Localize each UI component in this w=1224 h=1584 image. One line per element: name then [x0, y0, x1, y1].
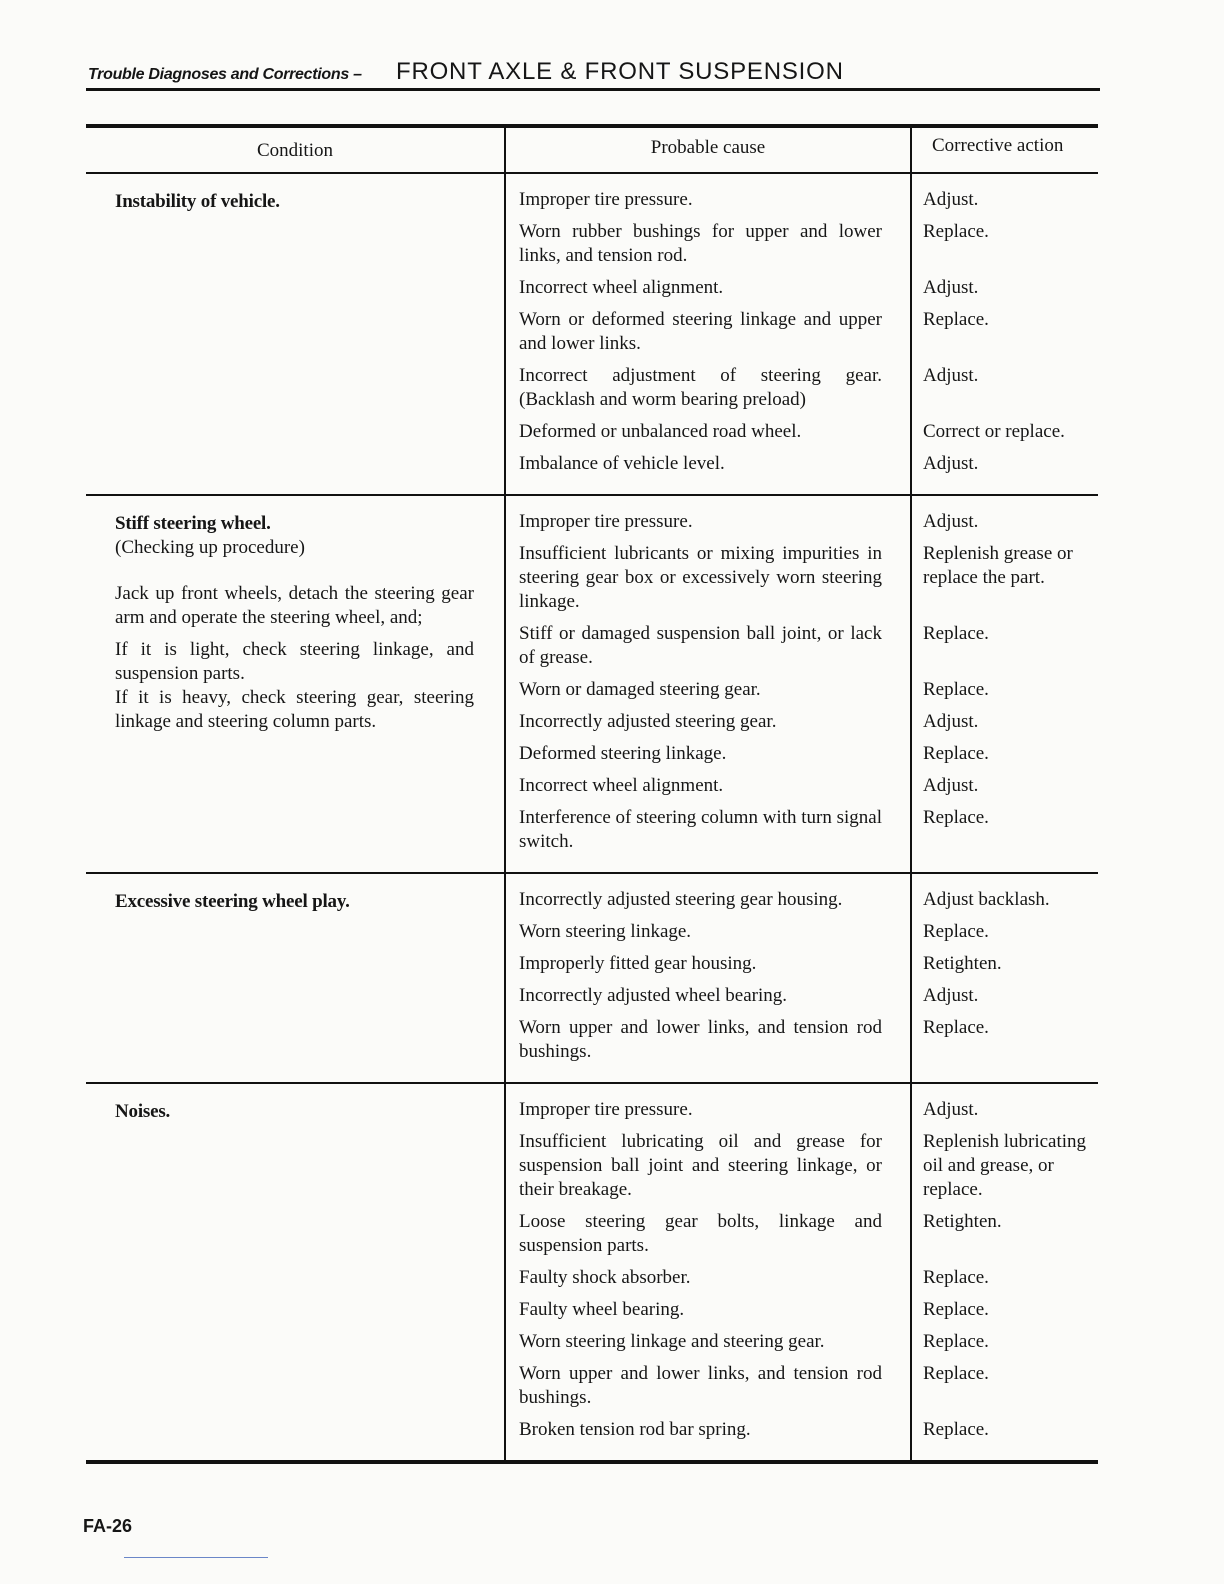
probable-cause-cell: [504, 874, 910, 1082]
column-header-probable-cause: Probable cause: [504, 128, 910, 172]
cause-item: Faulty wheel bearing.: [519, 1299, 685, 1320]
condition-title: Excessive steering wheel play.: [115, 891, 350, 912]
action-item: Adjust.: [923, 365, 979, 386]
table-row-group-noises: [86, 1084, 1098, 1464]
cause-item: Improper tire pressure.: [519, 1099, 693, 1120]
action-item: Replace.: [923, 1363, 989, 1384]
action-item: Adjust.: [923, 453, 979, 474]
action-item: Replace.: [923, 1017, 989, 1038]
action-item: Replenish lubricating oil and grease, or replace.: [923, 1131, 1087, 1200]
action-item: Replace.: [923, 807, 989, 828]
cause-item: Incorrectly adjusted steering gear.: [519, 711, 777, 732]
action-item: Replace.: [923, 623, 989, 644]
probable-cause-cell: [504, 1084, 910, 1460]
header-chapter-title: FRONT AXLE & FRONT SUSPENSION: [396, 58, 844, 85]
cause-item: Improper tire pressure.: [519, 511, 693, 532]
action-item: Adjust.: [923, 711, 979, 732]
action-item: Retighten.: [923, 1211, 1002, 1232]
corrective-action-cell: [910, 874, 1098, 1082]
action-item: Adjust.: [923, 1099, 979, 1120]
action-item: Adjust.: [923, 775, 979, 796]
action-item: Adjust.: [923, 511, 979, 532]
table-row-group-instability: [86, 174, 1098, 496]
action-item: Retighten.: [923, 953, 1002, 974]
condition-note: If it is light, check steering linkage, and suspension parts.: [115, 639, 474, 684]
column-header-condition: Condition: [256, 140, 333, 161]
page-header: [88, 56, 1100, 90]
table-row-group-stiff-steering: [86, 496, 1098, 874]
cause-item: Deformed steering linkage.: [519, 743, 727, 764]
corrective-action-cell: [910, 496, 1098, 872]
cause-item: Interference of steering column with turn signal switch.: [519, 807, 882, 852]
condition-note: Jack up front wheels, detach the steering gear arm and operate the steering wheel, and;: [115, 583, 474, 628]
cause-item: Incorrectly adjusted steering gear housing.: [519, 889, 843, 910]
table-header-row: [86, 128, 1098, 174]
action-item: Replace.: [923, 1299, 989, 1320]
action-item: Replace.: [923, 1267, 989, 1288]
cause-item: Imbalance of vehicle level.: [519, 453, 725, 474]
cause-item: Incorrectly adjusted wheel bearing.: [519, 985, 787, 1006]
cause-item: Insufficient lubricating oil and grease for suspension ball joint and steering linkage, or their breakage.: [519, 1131, 882, 1200]
cause-item: Worn upper and lower links, and tension rod bushings.: [519, 1363, 882, 1408]
cause-item: Worn steering linkage and steering gear.: [519, 1331, 825, 1352]
cause-item: Incorrect wheel alignment.: [519, 775, 724, 796]
action-item: Adjust backlash.: [923, 889, 1050, 910]
action-item: Correct or replace.: [923, 421, 1065, 442]
action-item: Replace.: [923, 921, 989, 942]
condition-subtitle: (Checking up procedure): [115, 537, 305, 558]
action-item: Replace.: [923, 309, 989, 330]
header-rule: [86, 88, 1100, 91]
cause-item: Worn or deformed steering linkage and upper and lower links.: [519, 309, 882, 354]
cause-item: Worn rubber bushings for upper and lower links, and tension rod.: [519, 221, 882, 266]
condition-cell: [86, 874, 504, 1082]
condition-title: Noises.: [115, 1101, 171, 1122]
condition-note: If it is heavy, check steering gear, steering linkage and steering column parts.: [115, 687, 474, 732]
cause-item: Improper tire pressure.: [519, 189, 693, 210]
probable-cause-cell: [504, 496, 910, 872]
cause-item: Worn upper and lower links, and tension rod bushings.: [519, 1017, 882, 1062]
cause-item: Incorrect wheel alignment.: [519, 277, 724, 298]
action-item: Adjust.: [923, 985, 979, 1006]
page-number: FA-26: [83, 1516, 133, 1536]
action-item: Replace.: [923, 679, 989, 700]
cause-item: Faulty shock absorber.: [519, 1267, 691, 1288]
condition-cell: [86, 1084, 504, 1460]
action-item: Replace.: [923, 1419, 989, 1440]
cause-item: Incorrect adjustment of steering gear. (Backlash and worm bearing preload): [519, 365, 882, 410]
footer-line: [124, 1557, 268, 1558]
condition-title: Instability of vehicle.: [115, 191, 280, 212]
corrective-action-cell: [910, 1084, 1098, 1460]
header-section-label: Trouble Diagnoses and Corrections –: [88, 66, 362, 83]
cause-item: Loose steering gear bolts, linkage and suspension parts.: [519, 1211, 882, 1256]
cause-item: Stiff or damaged suspension ball joint, or lack of grease.: [519, 623, 882, 668]
action-item: Replenish grease or replace the part.: [923, 543, 1073, 588]
cause-item: Worn or damaged steering gear.: [519, 679, 761, 700]
cause-item: Deformed or unbalanced road wheel.: [519, 421, 802, 442]
cause-item: Insufficient lubricants or mixing impurities in steering gear box or excessively worn steering linkage.: [519, 543, 882, 612]
corrective-action-cell: [910, 174, 1098, 494]
cause-item: Improperly fitted gear housing.: [519, 953, 757, 974]
probable-cause-cell: [504, 174, 910, 494]
table-row-group-excessive-play: [86, 874, 1098, 1084]
condition-cell: [86, 496, 504, 872]
action-item: Adjust.: [923, 189, 979, 210]
action-item: Replace.: [923, 743, 989, 764]
condition-title: Stiff steering wheel.: [115, 513, 271, 534]
cause-item: Broken tension rod bar spring.: [519, 1419, 751, 1440]
troubleshooting-table: [86, 124, 1098, 1464]
cause-item: Worn steering linkage.: [519, 921, 692, 942]
condition-cell: [86, 174, 504, 494]
column-header-corrective-action: Corrective action: [910, 128, 1098, 172]
action-item: Adjust.: [923, 277, 979, 298]
action-item: Replace.: [923, 1331, 989, 1352]
action-item: Replace.: [923, 221, 989, 242]
